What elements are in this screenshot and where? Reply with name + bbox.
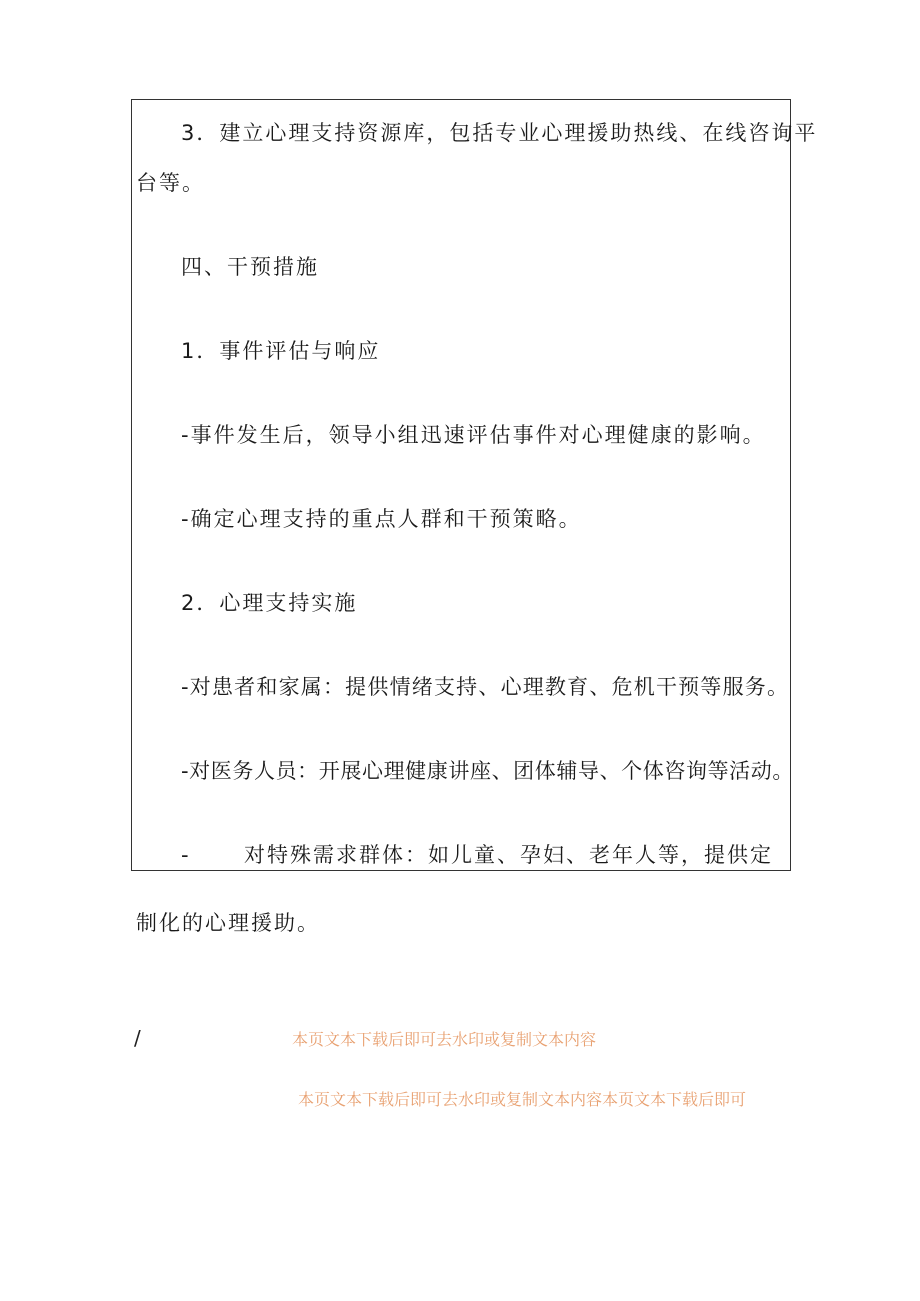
continuation-text: 制化的心理援助。 — [136, 911, 320, 935]
watermark-line2: 本页文本下载后即可去水印或复制文本内容本页文本下载后即可 — [298, 1090, 747, 1109]
item3-line2: 台等。 — [136, 171, 205, 195]
sub1-heading: 1．事件评估与响应 — [181, 339, 381, 363]
slash-mark: / — [134, 1026, 141, 1050]
sub2-bullet3-dash: - — [181, 843, 191, 867]
sub2-bullet3-text: 对特殊需求群体：如儿童、孕妇、老年人等，提供定 — [244, 843, 773, 867]
section4-heading: 四、干预措施 — [181, 255, 319, 279]
sub2-bullet2: -对医务人员：开展心理健康讲座、团体辅导、个体咨询等活动。 — [181, 759, 794, 783]
sub1-bullet1: -事件发生后，领导小组迅速评估事件对心理健康的影响。 — [181, 423, 766, 447]
sub1-bullet2: -确定心理支持的重点人群和干预策略。 — [181, 507, 582, 531]
item3-line1: 3．建立心理支持资源库，包括专业心理援助热线、在线咨询平 — [181, 121, 818, 145]
watermark-line1: 本页文本下载后即可去水印或复制文本内容 — [292, 1030, 597, 1049]
bordered-text-box — [131, 99, 791, 871]
sub2-bullet1: -对患者和家属：提供情绪支持、心理教育、危机干预等服务。 — [181, 675, 790, 699]
sub2-heading: 2．心理支持实施 — [181, 591, 358, 615]
